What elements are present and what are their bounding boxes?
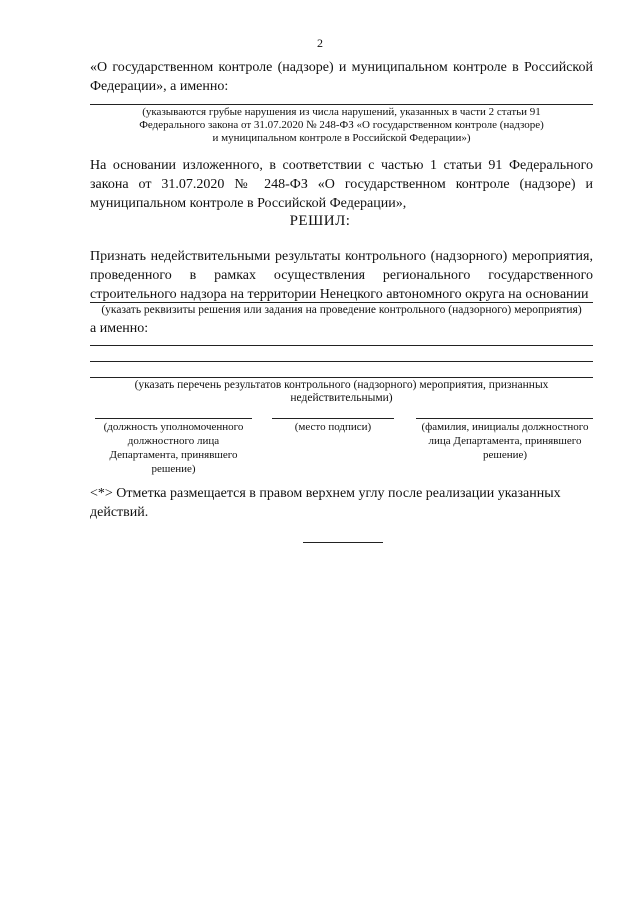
signature-place-caption: (место подписи): [294, 421, 372, 433]
results-fill-line-3: [90, 377, 593, 378]
basis-paragraph: На основании изложенного, в соответствии с частью 1 статьи 91 Федерального закона от 31.07.2020 № 248-ФЗ «О государственном контроле (надзоре) и муниципальном контроле в Российской Федерации»,: [90, 158, 593, 211]
violations-fill-line: [90, 104, 593, 105]
intro-paragraph: «О государственном контроле (надзоре) и муниципальном контроле в Российской Федерации», а именно:: [90, 60, 593, 94]
decision-paragraph: Признать недействительными результаты контрольного (надзорного) мероприятия, проведенного в рамках осуществления регионального государственного строительного надзора на территории Ненецкого автономного округа на основании: [90, 249, 593, 302]
decision-heading: РЕШИЛ:: [289, 213, 351, 229]
violations-note-line-2: Федерального закона от 31.07.2020 № 248-ФЗ «О государственном контроле (надзоре): [139, 119, 544, 131]
footnote: <*> Отметка размещается в правом верхнем углу после реализации указанных действий.: [90, 486, 561, 520]
name-fill-line: [416, 418, 593, 419]
details-note: (указать реквизиты решения или задания на проведение контрольного (надзорного) мероприятия): [101, 304, 582, 316]
position-fill-line: [95, 418, 252, 419]
results-fill-line-1: [90, 345, 593, 346]
results-note: (указать перечень результатов контрольного (надзорного) мероприятия, признанных недействительными): [134, 379, 549, 404]
name-caption: (фамилия, инициалы должностного лица Департамента, принявшего решение): [421, 421, 589, 461]
position-caption: (должность уполномоченного должностного лица Департамента, принявшего решение): [103, 421, 244, 475]
namely-label: а именно:: [90, 321, 149, 336]
page-number: 2: [317, 36, 323, 50]
end-of-document-line: [303, 542, 383, 543]
violations-note-line-1: (указываются грубые нарушения из числа нарушений, указанных в части 2 статьи 91: [142, 106, 541, 118]
violations-note-line-3: и муниципальном контроле в Российской Федерации»): [212, 132, 471, 144]
results-fill-line-2: [90, 361, 593, 362]
signature-place-fill-line: [272, 418, 394, 419]
violations-note: [90, 106, 593, 145]
details-fill-line: [90, 302, 593, 303]
